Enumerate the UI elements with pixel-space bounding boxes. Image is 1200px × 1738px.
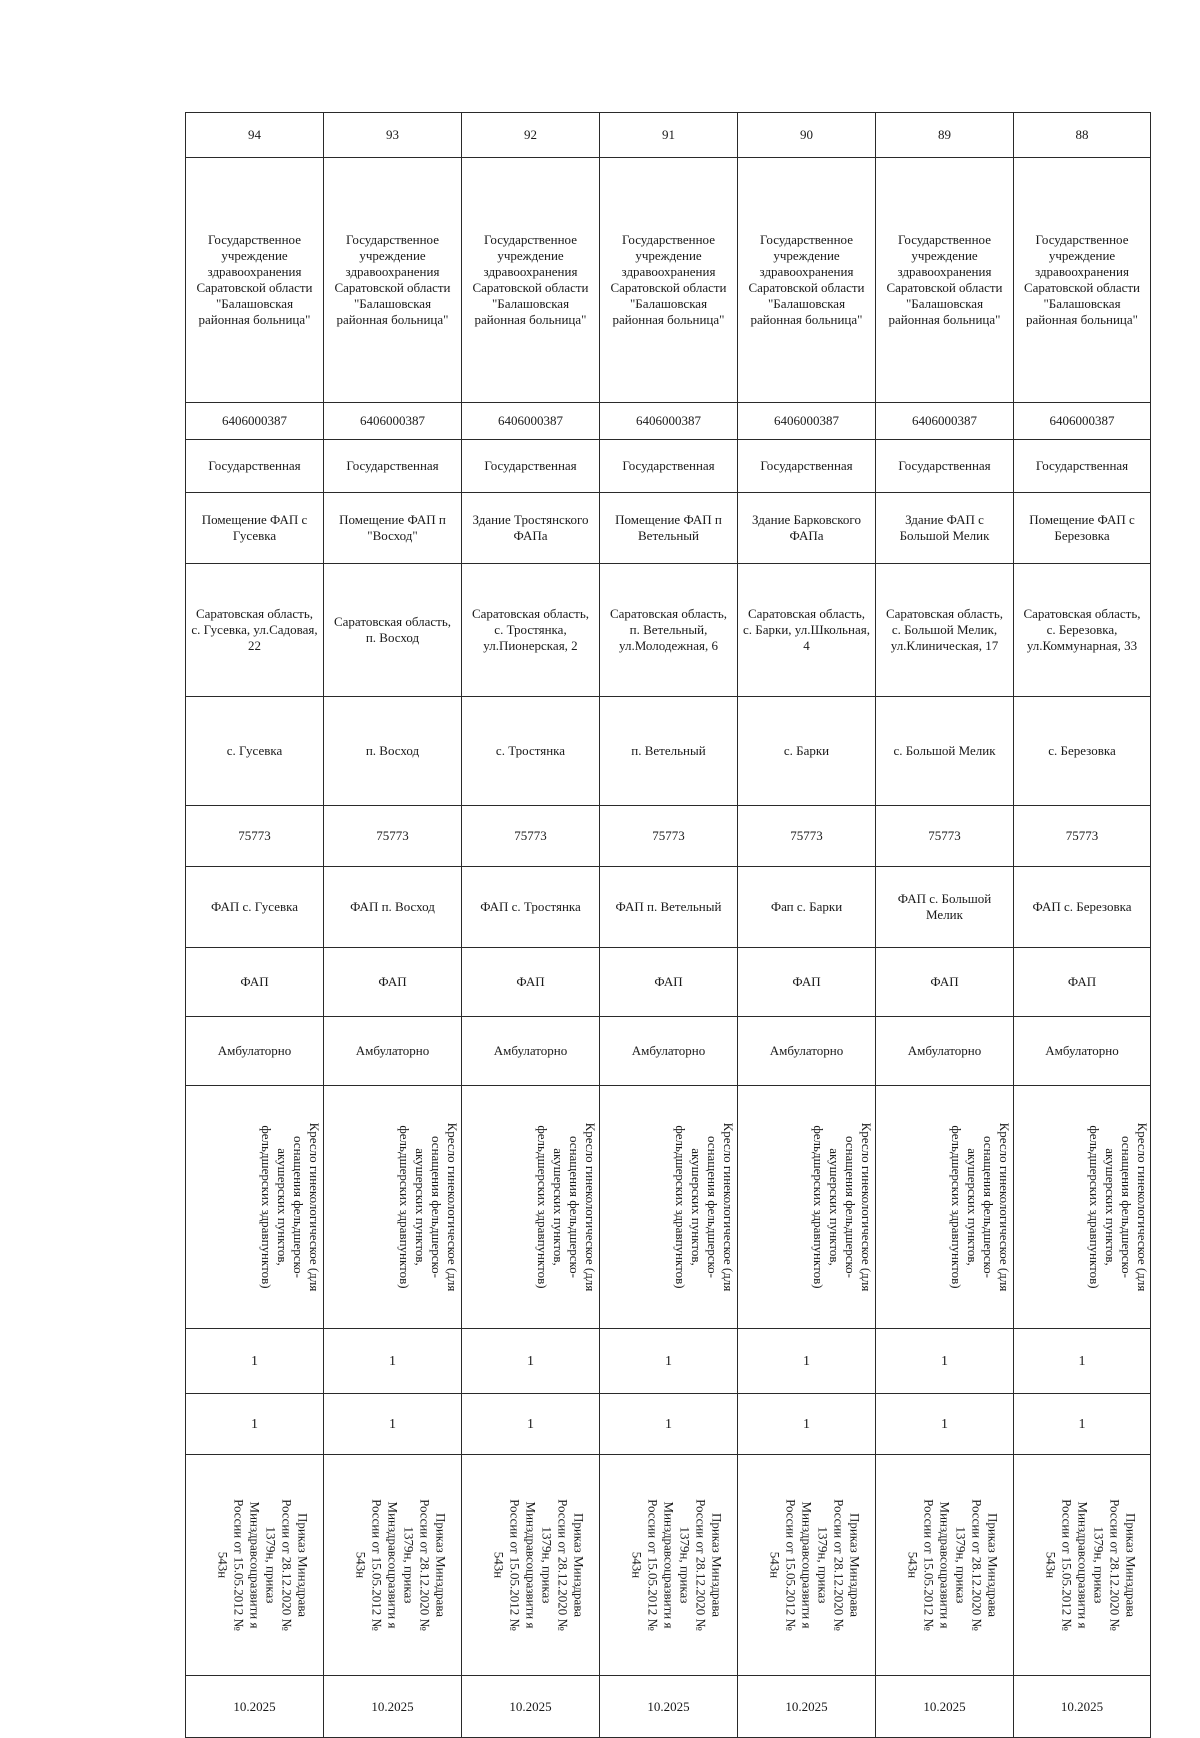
date-text: 10.2025 — [647, 1698, 690, 1714]
cell-ownership — [462, 440, 600, 493]
cell-ownership — [600, 440, 738, 493]
code-text: 75773 — [1065, 828, 1099, 843]
num-text: 90 — [800, 127, 813, 142]
cell-q2 — [324, 1394, 462, 1455]
cell-org — [1014, 158, 1151, 403]
cell-basis — [186, 1455, 324, 1676]
cell-date — [462, 1676, 600, 1738]
cell-type — [1014, 948, 1151, 1017]
cell-inn — [462, 403, 600, 440]
cell-basis — [738, 1455, 876, 1676]
cell-building — [738, 493, 876, 564]
org-text: Государственное учреждение здравоохранения Саратовской области "Балашовская районная больница" — [748, 232, 865, 327]
q1-text: 1 — [803, 1353, 810, 1369]
cell-q2 — [600, 1394, 738, 1455]
cell-q1 — [186, 1329, 324, 1394]
cell-ownership — [324, 440, 462, 493]
care-text: Амбулаторно — [769, 1043, 844, 1058]
cell-ownership — [738, 440, 876, 493]
care-text: Амбулаторно — [493, 1043, 568, 1058]
cell-equipment — [324, 1086, 462, 1329]
basis-text: Приказ Минздрава России от 28.12.2020 № 1379н, приказ Минздравсоцразвити я России от 15.05.2012 № 543н — [767, 1499, 863, 1631]
inn-text: 6406000387 — [1049, 413, 1115, 428]
type-text: ФАП — [240, 974, 269, 989]
type-text: ФАП — [792, 974, 821, 989]
building-text: Здание Барковского ФАПа — [752, 512, 861, 543]
settlement-text: с. Березовка — [1048, 743, 1116, 758]
address-text: Саратовская область, с. Барки, ул.Школьная, 4 — [743, 606, 870, 653]
num-text: 88 — [1075, 127, 1089, 142]
date-text: 10.2025 — [233, 1698, 276, 1714]
cell-inn — [324, 403, 462, 440]
cell-settlement — [462, 697, 600, 806]
cell-q1 — [738, 1329, 876, 1394]
cell-code — [462, 806, 600, 867]
cell-type — [324, 948, 462, 1017]
cell-ownership — [1014, 440, 1151, 493]
cell-num — [876, 113, 1014, 158]
settlement-text: с. Гусевка — [226, 743, 283, 758]
equipment-text: Кресло гинекологическое (для оснащения фельдшерско-акушерских пунктов, фельдшерских здравпунктов) — [811, 1122, 874, 1292]
cell-code — [1014, 806, 1151, 867]
cell-org — [186, 158, 324, 403]
cell-num — [462, 113, 600, 158]
q1-text: 1 — [251, 1353, 258, 1369]
cell-type — [462, 948, 600, 1017]
equipment-text: Кресло гинекологическое (для оснащения фельдшерско-акушерских пунктов, фельдшерских здравпунктов) — [1087, 1122, 1150, 1292]
cell-equipment — [462, 1086, 600, 1329]
cell-settlement — [186, 697, 324, 806]
ownership-text: Государственная — [346, 458, 439, 473]
cell-type — [738, 948, 876, 1017]
cell-code — [738, 806, 876, 867]
date-text: 10.2025 — [923, 1698, 966, 1714]
num-text: 89 — [938, 127, 951, 142]
row-unit — [186, 867, 1151, 948]
cell-settlement — [738, 697, 876, 806]
ownership-text: Государственная — [898, 458, 991, 473]
cell-inn — [876, 403, 1014, 440]
unit-text: ФАП п. Восход — [350, 899, 435, 914]
care-text: Амбулаторно — [217, 1043, 292, 1058]
cell-org — [324, 158, 462, 403]
cell-org — [600, 158, 738, 403]
q2-text: 1 — [941, 1416, 948, 1432]
address-text: Саратовская область, п. Ветельный, ул.Молодежная, 6 — [609, 606, 727, 653]
settlement-text: п. Восход — [365, 743, 420, 758]
cell-care — [324, 1017, 462, 1086]
q2-text: 1 — [665, 1416, 672, 1432]
ownership-text: Государственная — [760, 458, 853, 473]
cell-address — [1014, 564, 1151, 697]
cell-q1 — [462, 1329, 600, 1394]
cell-address — [876, 564, 1014, 697]
q2-text: 1 — [803, 1416, 810, 1432]
settlement-text: п. Ветельный — [631, 743, 706, 758]
cell-care — [1014, 1017, 1151, 1086]
num-text: 92 — [524, 127, 537, 142]
cell-code — [186, 806, 324, 867]
code-text: 75773 — [376, 828, 409, 843]
row-address — [186, 564, 1151, 697]
ownership-text: Государственная — [484, 458, 577, 473]
cell-address — [600, 564, 738, 697]
cell-q2 — [876, 1394, 1014, 1455]
cell-num — [324, 113, 462, 158]
cell-equipment — [1014, 1086, 1151, 1329]
basis-text: Приказ Минздрава России от 28.12.2020 № 1379н, приказ Минздравсоцразвити я России от 15.05.2012 № 543н — [905, 1499, 1001, 1631]
unit-text: Фап с. Барки — [770, 899, 843, 914]
basis-text: Приказ Минздрава России от 28.12.2020 № 1379н, приказ Минздравсоцразвити я России от 15.05.2012 № 543н — [491, 1499, 587, 1631]
cell-basis — [324, 1455, 462, 1676]
cell-care — [738, 1017, 876, 1086]
cell-org — [462, 158, 600, 403]
q1-text: 1 — [941, 1353, 948, 1369]
cell-unit — [1014, 867, 1151, 948]
cell-q1 — [876, 1329, 1014, 1394]
building-text: Помещение ФАП с Березовка — [1029, 512, 1135, 543]
num-text: 91 — [662, 127, 675, 142]
cell-q2 — [1014, 1394, 1151, 1455]
cell-equipment — [876, 1086, 1014, 1329]
code-text: 75773 — [928, 828, 961, 843]
num-text: 93 — [386, 127, 399, 142]
unit-text: ФАП с. Березовка — [1032, 899, 1132, 914]
cell-q1 — [1014, 1329, 1151, 1394]
code-text: 75773 — [652, 828, 685, 843]
inn-text: 6406000387 — [774, 413, 839, 428]
cell-building — [186, 493, 324, 564]
inn-text: 6406000387 — [360, 413, 425, 428]
code-text: 75773 — [514, 828, 547, 843]
cell-unit — [738, 867, 876, 948]
date-text: 10.2025 — [509, 1698, 552, 1714]
unit-text: ФАП п. Ветельный — [615, 899, 722, 914]
cell-date — [738, 1676, 876, 1738]
cell-org — [738, 158, 876, 403]
address-text: Саратовская область, с. Гусевка, ул.Садовая, 22 — [191, 606, 318, 653]
cell-unit — [462, 867, 600, 948]
inn-text: 6406000387 — [498, 413, 563, 428]
org-text: Государственное учреждение здравоохранения Саратовской области "Балашовская районная больница" — [472, 232, 589, 327]
row-num — [186, 113, 1151, 158]
equipment-text: Кресло гинекологическое (для оснащения фельдшерско-акушерских пунктов, фельдшерских здравпунктов) — [535, 1122, 598, 1292]
cell-settlement — [876, 697, 1014, 806]
building-text: Помещение ФАП п Ветельный — [615, 512, 722, 543]
cell-building — [1014, 493, 1151, 564]
address-text: Саратовская область, с. Тростянка, ул.Пионерская, 2 — [471, 606, 589, 653]
type-text: ФАП — [930, 974, 959, 989]
cell-address — [738, 564, 876, 697]
row-q1 — [186, 1329, 1151, 1394]
cell-building — [600, 493, 738, 564]
q1-text: 1 — [1078, 1353, 1086, 1369]
care-text: Амбулаторно — [631, 1043, 706, 1058]
cell-q2 — [462, 1394, 600, 1455]
cell-date — [186, 1676, 324, 1738]
cell-date — [876, 1676, 1014, 1738]
building-text: Здание Тростянского ФАПа — [472, 512, 589, 543]
cell-date — [324, 1676, 462, 1738]
cell-unit — [600, 867, 738, 948]
cell-address — [324, 564, 462, 697]
cell-address — [462, 564, 600, 697]
unit-text: ФАП с. Тростянка — [480, 899, 581, 914]
cell-care — [876, 1017, 1014, 1086]
equipment-text: Кресло гинекологическое (для оснащения фельдшерско-акушерских пунктов, фельдшерских здравпунктов) — [397, 1122, 460, 1292]
cell-address — [186, 564, 324, 697]
row-code — [186, 806, 1151, 867]
cell-org — [876, 158, 1014, 403]
address-text: Саратовская область, с. Большой Мелик, ул.Клиническая, 17 — [885, 606, 1003, 653]
cell-settlement — [600, 697, 738, 806]
cell-ownership — [186, 440, 324, 493]
building-text: Помещение ФАП с Гусевка — [201, 512, 308, 543]
settlement-text: с. Барки — [783, 743, 830, 758]
org-text: Государственное учреждение здравоохранения Саратовской области "Балашовская районная больница" — [886, 232, 1003, 327]
unit-text: ФАП с. Гусевка — [211, 899, 298, 914]
cell-code — [324, 806, 462, 867]
num-text: 94 — [248, 127, 261, 142]
cell-inn — [186, 403, 324, 440]
cell-unit — [876, 867, 1014, 948]
cell-equipment — [186, 1086, 324, 1329]
cell-ownership — [876, 440, 1014, 493]
care-text: Амбулаторно — [1045, 1043, 1119, 1058]
care-text: Амбулаторно — [355, 1043, 430, 1058]
cell-num — [600, 113, 738, 158]
building-text: Помещение ФАП п "Восход" — [339, 512, 446, 543]
cell-equipment — [738, 1086, 876, 1329]
date-text: 10.2025 — [371, 1698, 414, 1714]
row-equipment — [186, 1086, 1151, 1329]
row-inn — [186, 403, 1151, 440]
basis-text: Приказ Минздрава России от 28.12.2020 № 1379н, приказ Минздравсоцразвити я России от 15.05.2012 № 543н — [629, 1499, 725, 1631]
inn-text: 6406000387 — [912, 413, 977, 428]
cell-basis — [600, 1455, 738, 1676]
cell-building — [324, 493, 462, 564]
cell-q1 — [324, 1329, 462, 1394]
q1-text: 1 — [527, 1353, 534, 1369]
org-text: Государственное учреждение здравоохранения Саратовской области "Балашовская районная больница" — [610, 232, 727, 327]
cell-code — [876, 806, 1014, 867]
cell-q2 — [738, 1394, 876, 1455]
q2-text: 1 — [251, 1416, 258, 1432]
equipment-text: Кресло гинекологическое (для оснащения фельдшерско-акушерских пунктов, фельдшерских здравпунктов) — [673, 1122, 736, 1292]
row-org — [186, 158, 1151, 403]
type-text: ФАП — [654, 974, 683, 989]
type-text: ФАП — [378, 974, 407, 989]
row-building — [186, 493, 1151, 564]
cell-equipment — [600, 1086, 738, 1329]
cell-care — [600, 1017, 738, 1086]
address-text: Саратовская область, п. Восход — [333, 614, 451, 645]
cell-building — [876, 493, 1014, 564]
cell-basis — [462, 1455, 600, 1676]
equipment-text: Кресло гинекологическое (для оснащения фельдшерско-акушерских пунктов, фельдшерских здравпунктов) — [259, 1122, 322, 1292]
ownership-text: Государственная — [622, 458, 715, 473]
q2-text: 1 — [1078, 1416, 1086, 1432]
date-text: 10.2025 — [785, 1698, 828, 1714]
cell-code — [600, 806, 738, 867]
cell-unit — [324, 867, 462, 948]
cell-unit — [186, 867, 324, 948]
equipment-text: Кресло гинекологическое (для оснащения фельдшерско-акушерских пунктов, фельдшерских здравпунктов) — [949, 1122, 1012, 1292]
cell-basis — [876, 1455, 1014, 1676]
cell-settlement — [324, 697, 462, 806]
basis-text: Приказ Минздрава России от 28.12.2020 № 1379н, приказ Минздравсоцразвити я России от 15.05.2012 № 543н — [215, 1499, 311, 1631]
address-text: Саратовская область, с. Березовка, ул.Коммунарная, 33 — [1023, 606, 1141, 653]
settlement-text: с. Тростянка — [495, 743, 566, 758]
unit-text: ФАП с. Большой Мелик — [897, 891, 992, 922]
org-text: Государственное учреждение здравоохранения Саратовской области "Балашовская районная больница" — [1023, 232, 1141, 327]
inn-text: 6406000387 — [636, 413, 701, 428]
cell-q2 — [186, 1394, 324, 1455]
row-q2 — [186, 1394, 1151, 1455]
cell-inn — [1014, 403, 1151, 440]
cell-inn — [600, 403, 738, 440]
cell-num — [1014, 113, 1151, 158]
q1-text: 1 — [389, 1353, 396, 1369]
ownership-text: Государственная — [1035, 458, 1129, 473]
row-type — [186, 948, 1151, 1017]
cell-care — [186, 1017, 324, 1086]
cell-settlement — [1014, 697, 1151, 806]
cell-type — [876, 948, 1014, 1017]
date-text: 10.2025 — [1060, 1698, 1104, 1714]
cell-num — [738, 113, 876, 158]
row-ownership — [186, 440, 1151, 493]
cell-care — [462, 1017, 600, 1086]
code-text: 75773 — [790, 828, 823, 843]
cell-date — [1014, 1676, 1151, 1738]
care-text: Амбулаторно — [907, 1043, 982, 1058]
row-basis — [186, 1455, 1151, 1676]
basis-text: Приказ Минздрава России от 28.12.2020 № 1379н, приказ Минздравсоцразвити я России от 15.05.2012 № 543н — [1043, 1499, 1139, 1631]
settlement-text: с. Большой Мелик — [893, 743, 996, 758]
cell-basis — [1014, 1455, 1151, 1676]
org-text: Государственное учреждение здравоохранения Саратовской области "Балашовская районная больница" — [196, 232, 313, 327]
cell-date — [600, 1676, 738, 1738]
org-text: Государственное учреждение здравоохранения Саратовской области "Балашовская районная больница" — [334, 232, 451, 327]
cell-q1 — [600, 1329, 738, 1394]
cell-inn — [738, 403, 876, 440]
basis-text: Приказ Минздрава России от 28.12.2020 № 1379н, приказ Минздравсоцразвити я России от 15.05.2012 № 543н — [353, 1499, 449, 1631]
q2-text: 1 — [527, 1416, 534, 1432]
type-text: ФАП — [1067, 974, 1097, 989]
building-text: Здание ФАП с Большой Мелик — [899, 512, 990, 543]
row-settlement — [186, 697, 1151, 806]
cell-type — [186, 948, 324, 1017]
cell-building — [462, 493, 600, 564]
q1-text: 1 — [665, 1353, 672, 1369]
cell-type — [600, 948, 738, 1017]
q2-text: 1 — [389, 1416, 396, 1432]
cell-num — [186, 113, 324, 158]
type-text: ФАП — [516, 974, 545, 989]
row-date — [186, 1676, 1151, 1738]
ownership-text: Государственная — [208, 458, 301, 473]
row-care — [186, 1017, 1151, 1086]
code-text: 75773 — [238, 828, 271, 843]
inn-text: 6406000387 — [222, 413, 287, 428]
equipment-table — [185, 112, 1151, 1738]
